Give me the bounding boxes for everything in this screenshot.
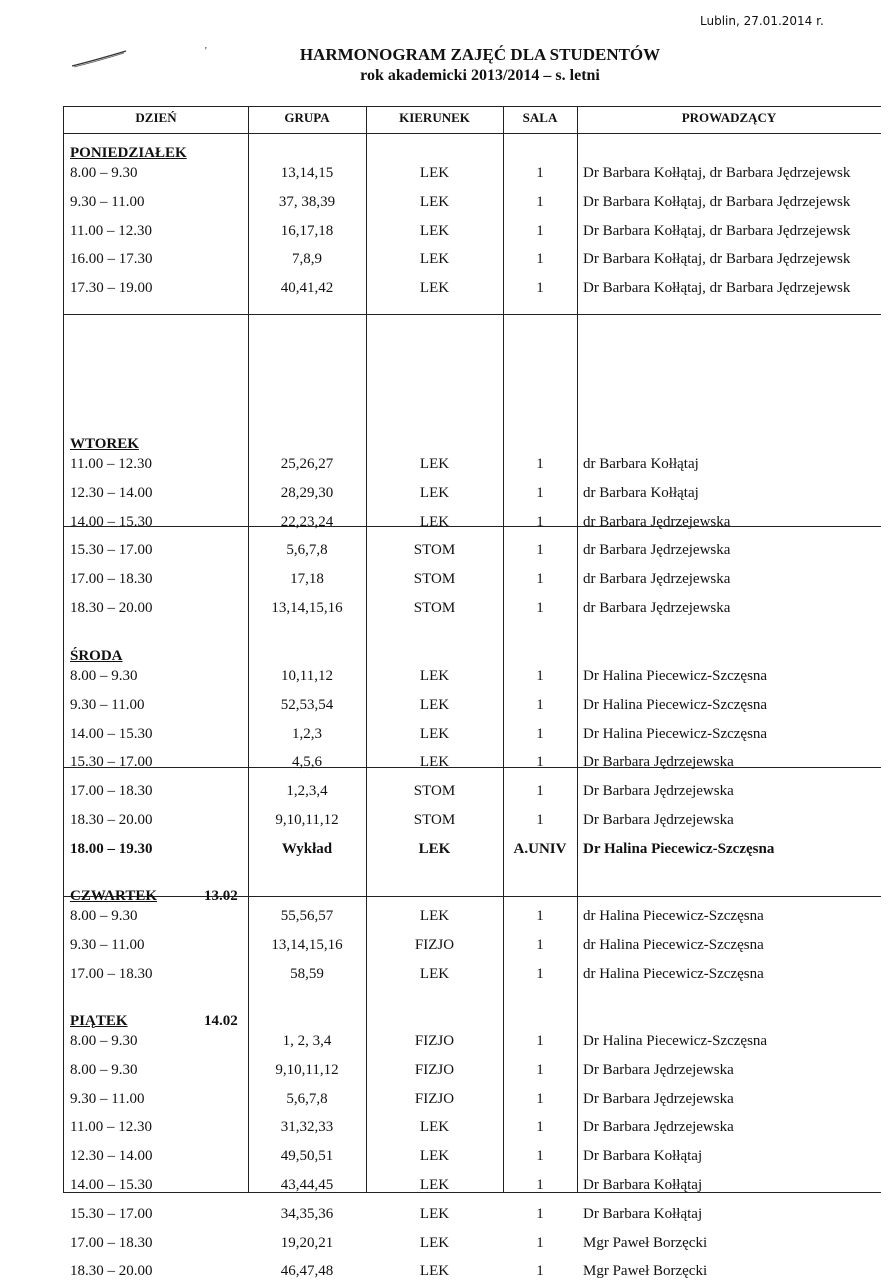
cell-field: LEK [418, 840, 451, 857]
cell-time: 15.30 – 17.00 [70, 754, 153, 771]
table-row [64, 691, 881, 720]
cell-field: LEK [419, 456, 450, 472]
cell-group: 25,26,27 [280, 456, 334, 472]
cell-lecturer: dr Barbara Jędrzejewska [583, 571, 731, 588]
table-row [64, 274, 881, 303]
cell-lecturer: Mgr Paweł Borzęcki [583, 1263, 708, 1280]
cell-time: 12.30 – 14.00 [70, 1148, 153, 1165]
cell-field: STOM [413, 542, 456, 559]
cell-field: LEK [419, 696, 450, 713]
day-name: ŚRODA [70, 648, 123, 664]
document-title-block [180, 44, 780, 86]
cell-group: 19,20,21 [280, 1234, 334, 1251]
cell-room: 1 [536, 165, 544, 181]
cell-lecturer: Dr Halina Piecewicz-Szczęsna [583, 1033, 768, 1049]
cell-lecturer: Mgr Paweł Borzęcki [583, 1234, 708, 1251]
table-row [64, 594, 881, 623]
stray-tick-mark: ' [205, 46, 207, 57]
column-header-group: GRUPA [284, 110, 330, 125]
cell-group: 40,41,42 [280, 280, 334, 297]
cell-lecturer: Dr Halina Piecewicz-Szczęsna [583, 696, 768, 713]
cell-field: LEK [419, 1263, 450, 1280]
day-name: WTOREK [70, 436, 139, 452]
table-row [64, 217, 881, 246]
cell-room: 1 [536, 542, 544, 559]
cell-lecturer: Dr Barbara Kołłątaj, dr Barbara Jędrzejewsk [583, 280, 851, 297]
cell-field: LEK [419, 193, 450, 210]
cell-lecturer: Dr Barbara Jędrzejewska [583, 812, 734, 828]
cell-lecturer: dr Barbara Jędrzejewska [583, 513, 731, 530]
cell-room: 1 [536, 1119, 544, 1136]
cell-lecturer: Dr Barbara Kołłątaj [583, 1148, 703, 1165]
cell-field: LEK [419, 1234, 450, 1251]
cell-room: 1 [536, 1033, 544, 1049]
cell-group: 13,14,15 [280, 165, 334, 181]
cell-room: 1 [536, 696, 544, 713]
cell-group: 43,44,45 [280, 1177, 334, 1193]
cell-group: 1,2,3 [292, 725, 322, 742]
cell-time: 16.00 – 17.30 [70, 251, 153, 268]
table-row [64, 1085, 881, 1114]
cell-room: 1 [536, 812, 544, 828]
cell-group: 1,2,3,4 [286, 783, 328, 800]
cell-lecturer: Dr Barbara Kołłątaj, dr Barbara Jędrzejewsk [583, 193, 851, 210]
cell-room: 1 [536, 456, 544, 472]
table-row [64, 720, 881, 749]
cell-room: 1 [536, 725, 544, 742]
cell-group: 5,6,7,8 [286, 542, 328, 559]
cell-group: 34,35,36 [280, 1205, 334, 1222]
cell-room: 1 [536, 783, 544, 800]
cell-group: 5,6,7,8 [286, 1090, 328, 1107]
cell-time: 17.00 – 18.30 [70, 783, 153, 800]
day-section-divider [64, 896, 881, 897]
cell-room: A.UNIV [513, 840, 567, 857]
cell-lecturer: dr Barbara Kołłątaj [583, 456, 699, 472]
table-row [64, 931, 881, 960]
table-row [64, 748, 881, 777]
cell-field: STOM [413, 571, 456, 588]
cell-lecturer: dr Barbara Kołłątaj [583, 484, 699, 501]
cell-time: 17.00 – 18.30 [70, 571, 153, 588]
table-row [64, 450, 881, 479]
cell-field: LEK [419, 1177, 450, 1193]
cell-time: 18.00 – 19.30 [70, 840, 153, 857]
table-row [64, 902, 881, 931]
column-header-room: SALA [522, 110, 558, 125]
cell-room: 1 [536, 1205, 544, 1222]
cell-time: 9.30 – 11.00 [70, 936, 145, 953]
header-divider [64, 133, 881, 134]
table-row [64, 1200, 881, 1229]
cell-field: LEK [419, 484, 450, 501]
table-row [64, 1142, 881, 1171]
cell-field: STOM [413, 600, 456, 616]
cell-lecturer: Dr Barbara Jędrzejewska [583, 1090, 734, 1107]
cell-field: STOM [413, 783, 456, 800]
table-row [64, 960, 881, 989]
cell-room: 1 [536, 668, 544, 684]
table-row [64, 1229, 881, 1258]
cell-time: 8.00 – 9.30 [70, 1061, 138, 1078]
cell-room: 1 [536, 193, 544, 210]
table-row [64, 188, 881, 217]
cell-field: LEK [419, 965, 450, 982]
cell-field: LEK [419, 725, 450, 742]
cell-time: 14.00 – 15.30 [70, 1177, 153, 1193]
document-title: HARMONOGRAM ZAJĘĆ DLA STUDENTÓW [299, 45, 661, 64]
cell-room: 1 [536, 571, 544, 588]
cell-time: 11.00 – 12.30 [70, 222, 152, 239]
cell-group: 4,5,6 [292, 754, 322, 771]
column-header-day: DZIEŃ [135, 110, 177, 125]
cell-time: 8.00 – 9.30 [70, 1033, 138, 1049]
cell-lecturer: Dr Barbara Kołłątaj [583, 1205, 703, 1222]
cell-field: FIZJO [414, 1090, 455, 1107]
document-subtitle: rok akademicki 2013/2014 – s. letni [360, 67, 600, 84]
cell-group: 49,50,51 [280, 1148, 334, 1165]
cell-lecturer: Dr Barbara Kołłątaj, dr Barbara Jędrzejewsk [583, 222, 851, 239]
cell-group: 55,56,57 [280, 908, 334, 924]
cell-room: 1 [536, 936, 544, 953]
cell-room: 1 [536, 513, 544, 530]
cell-group: 10,11,12 [281, 668, 333, 684]
document-date: Lublin, 27.01.2014 r. [700, 14, 824, 28]
cell-room: 1 [536, 251, 544, 268]
table-row [64, 1171, 881, 1200]
cell-group: 7,8,9 [292, 251, 322, 268]
cell-group: 9,10,11,12 [275, 1061, 339, 1078]
cell-time: 18.30 – 20.00 [70, 600, 153, 616]
column-header-lecturer: PROWADZĄCY [681, 110, 777, 125]
cell-group: 31,32,33 [280, 1119, 334, 1136]
cell-room: 1 [536, 1148, 544, 1165]
cell-lecturer: Dr Barbara Kołłątaj, dr Barbara Jędrzejewsk [583, 165, 851, 181]
day-name: PONIEDZIAŁEK [70, 145, 187, 161]
cell-room: 1 [536, 600, 544, 616]
cell-room: 1 [536, 908, 544, 924]
cell-field: FIZJO [414, 1061, 455, 1078]
cell-lecturer: Dr Barbara Jędrzejewska [583, 754, 734, 771]
cell-group: 52,53,54 [280, 696, 334, 713]
day-name: CZWARTEK [70, 888, 157, 904]
cell-time: 14.00 – 15.30 [70, 513, 153, 530]
cell-room: 1 [536, 280, 544, 297]
cell-group: Wykład [281, 840, 333, 857]
cell-time: 11.00 – 12.30 [70, 1119, 152, 1136]
cell-lecturer: Dr Barbara Jędrzejewska [583, 783, 734, 800]
cell-time: 18.30 – 20.00 [70, 812, 153, 828]
cell-time: 9.30 – 11.00 [70, 1090, 145, 1107]
cell-room: 1 [536, 1177, 544, 1193]
cell-time: 8.00 – 9.30 [70, 908, 138, 924]
cell-lecturer: dr Halina Piecewicz-Szczęsna [583, 936, 764, 953]
cell-time: 8.00 – 9.30 [70, 165, 138, 181]
cell-lecturer: dr Halina Piecewicz-Szczęsna [583, 908, 764, 924]
cell-field: FIZJO [414, 936, 455, 953]
cell-time: 18.30 – 20.00 [70, 1263, 153, 1280]
cell-field: LEK [419, 754, 450, 771]
cell-field: LEK [419, 251, 450, 268]
cell-lecturer: Dr Barbara Kołłątaj [583, 1177, 703, 1193]
table-row [64, 245, 881, 274]
table-row [64, 777, 881, 806]
cell-group: 16,17,18 [280, 222, 334, 239]
cell-group: 17,18 [290, 571, 324, 588]
cell-room: 1 [536, 1263, 544, 1280]
cell-time: 17.30 – 19.00 [70, 280, 153, 297]
cell-room: 1 [536, 1090, 544, 1107]
cell-room: 1 [536, 965, 544, 982]
cell-field: LEK [419, 1119, 450, 1136]
cell-room: 1 [536, 1234, 544, 1251]
cell-field: STOM [413, 812, 456, 828]
cell-field: LEK [419, 908, 450, 924]
day-name: PIĄTEK [70, 1013, 128, 1029]
cell-time: 17.00 – 18.30 [70, 965, 153, 982]
cell-group: 1, 2, 3,4 [282, 1033, 332, 1049]
day-date: 14.02 [204, 1013, 238, 1029]
cell-field: LEK [419, 280, 450, 297]
cell-lecturer: Dr Barbara Jędrzejewska [583, 1119, 734, 1136]
table-row [64, 1113, 881, 1142]
schedule-table [63, 106, 881, 1280]
table-row [64, 1257, 881, 1286]
cell-field: LEK [419, 1205, 450, 1222]
cell-time: 11.00 – 12.30 [70, 456, 152, 472]
table-row [64, 662, 881, 691]
cell-group: 28,29,30 [280, 484, 334, 501]
cell-time: 14.00 – 15.30 [70, 725, 153, 742]
table-row [64, 536, 881, 565]
cell-time: 17.00 – 18.30 [70, 1234, 153, 1251]
cell-field: LEK [419, 668, 450, 684]
cell-group: 22,23,24 [280, 513, 334, 530]
cell-field: LEK [419, 165, 450, 181]
table-row [64, 479, 881, 508]
pen-stroke-mark [70, 48, 130, 70]
day-section-divider [64, 314, 881, 315]
cell-field: LEK [419, 513, 450, 530]
cell-group: 13,14,15,16 [271, 936, 343, 953]
table-row [64, 565, 881, 594]
cell-lecturer: Dr Barbara Jędrzejewska [583, 1061, 734, 1078]
cell-lecturer: Dr Halina Piecewicz-Szczęsna [583, 725, 768, 742]
cell-room: 1 [536, 484, 544, 501]
day-date: 13.02 [204, 888, 238, 904]
cell-time: 9.30 – 11.00 [70, 696, 145, 713]
cell-field: FIZJO [414, 1033, 455, 1049]
cell-time: 9.30 – 11.00 [70, 193, 145, 210]
cell-group: 37, 38,39 [278, 193, 336, 210]
table-row [64, 835, 881, 864]
table-row [64, 1056, 881, 1085]
cell-field: LEK [419, 222, 450, 239]
cell-group: 58,59 [290, 965, 324, 982]
cell-lecturer: Dr Barbara Kołłątaj, dr Barbara Jędrzejewsk [583, 251, 851, 268]
cell-group: 46,47,48 [280, 1263, 334, 1280]
cell-lecturer: dr Halina Piecewicz-Szczęsna [583, 965, 764, 982]
cell-time: 12.30 – 14.00 [70, 484, 153, 501]
cell-time: 15.30 – 17.00 [70, 542, 153, 559]
table-row [64, 508, 881, 537]
cell-group: 9,10,11,12 [275, 812, 339, 828]
cell-field: LEK [419, 1148, 450, 1165]
cell-room: 1 [536, 222, 544, 239]
cell-time: 8.00 – 9.30 [70, 668, 138, 684]
table-row [64, 806, 881, 835]
table-row [64, 159, 881, 188]
column-header-field: KIERUNEK [399, 110, 470, 125]
cell-lecturer: dr Barbara Jędrzejewska [583, 542, 731, 559]
table-row [64, 1027, 881, 1056]
cell-room: 1 [536, 754, 544, 771]
cell-room: 1 [536, 1061, 544, 1078]
cell-lecturer: Dr Halina Piecewicz-Szczęsna [583, 840, 775, 857]
cell-lecturer: Dr Halina Piecewicz-Szczęsna [583, 668, 768, 684]
cell-time: 15.30 – 17.00 [70, 1205, 153, 1222]
cell-lecturer: dr Barbara Jędrzejewska [583, 600, 731, 616]
cell-group: 13,14,15,16 [271, 600, 343, 616]
